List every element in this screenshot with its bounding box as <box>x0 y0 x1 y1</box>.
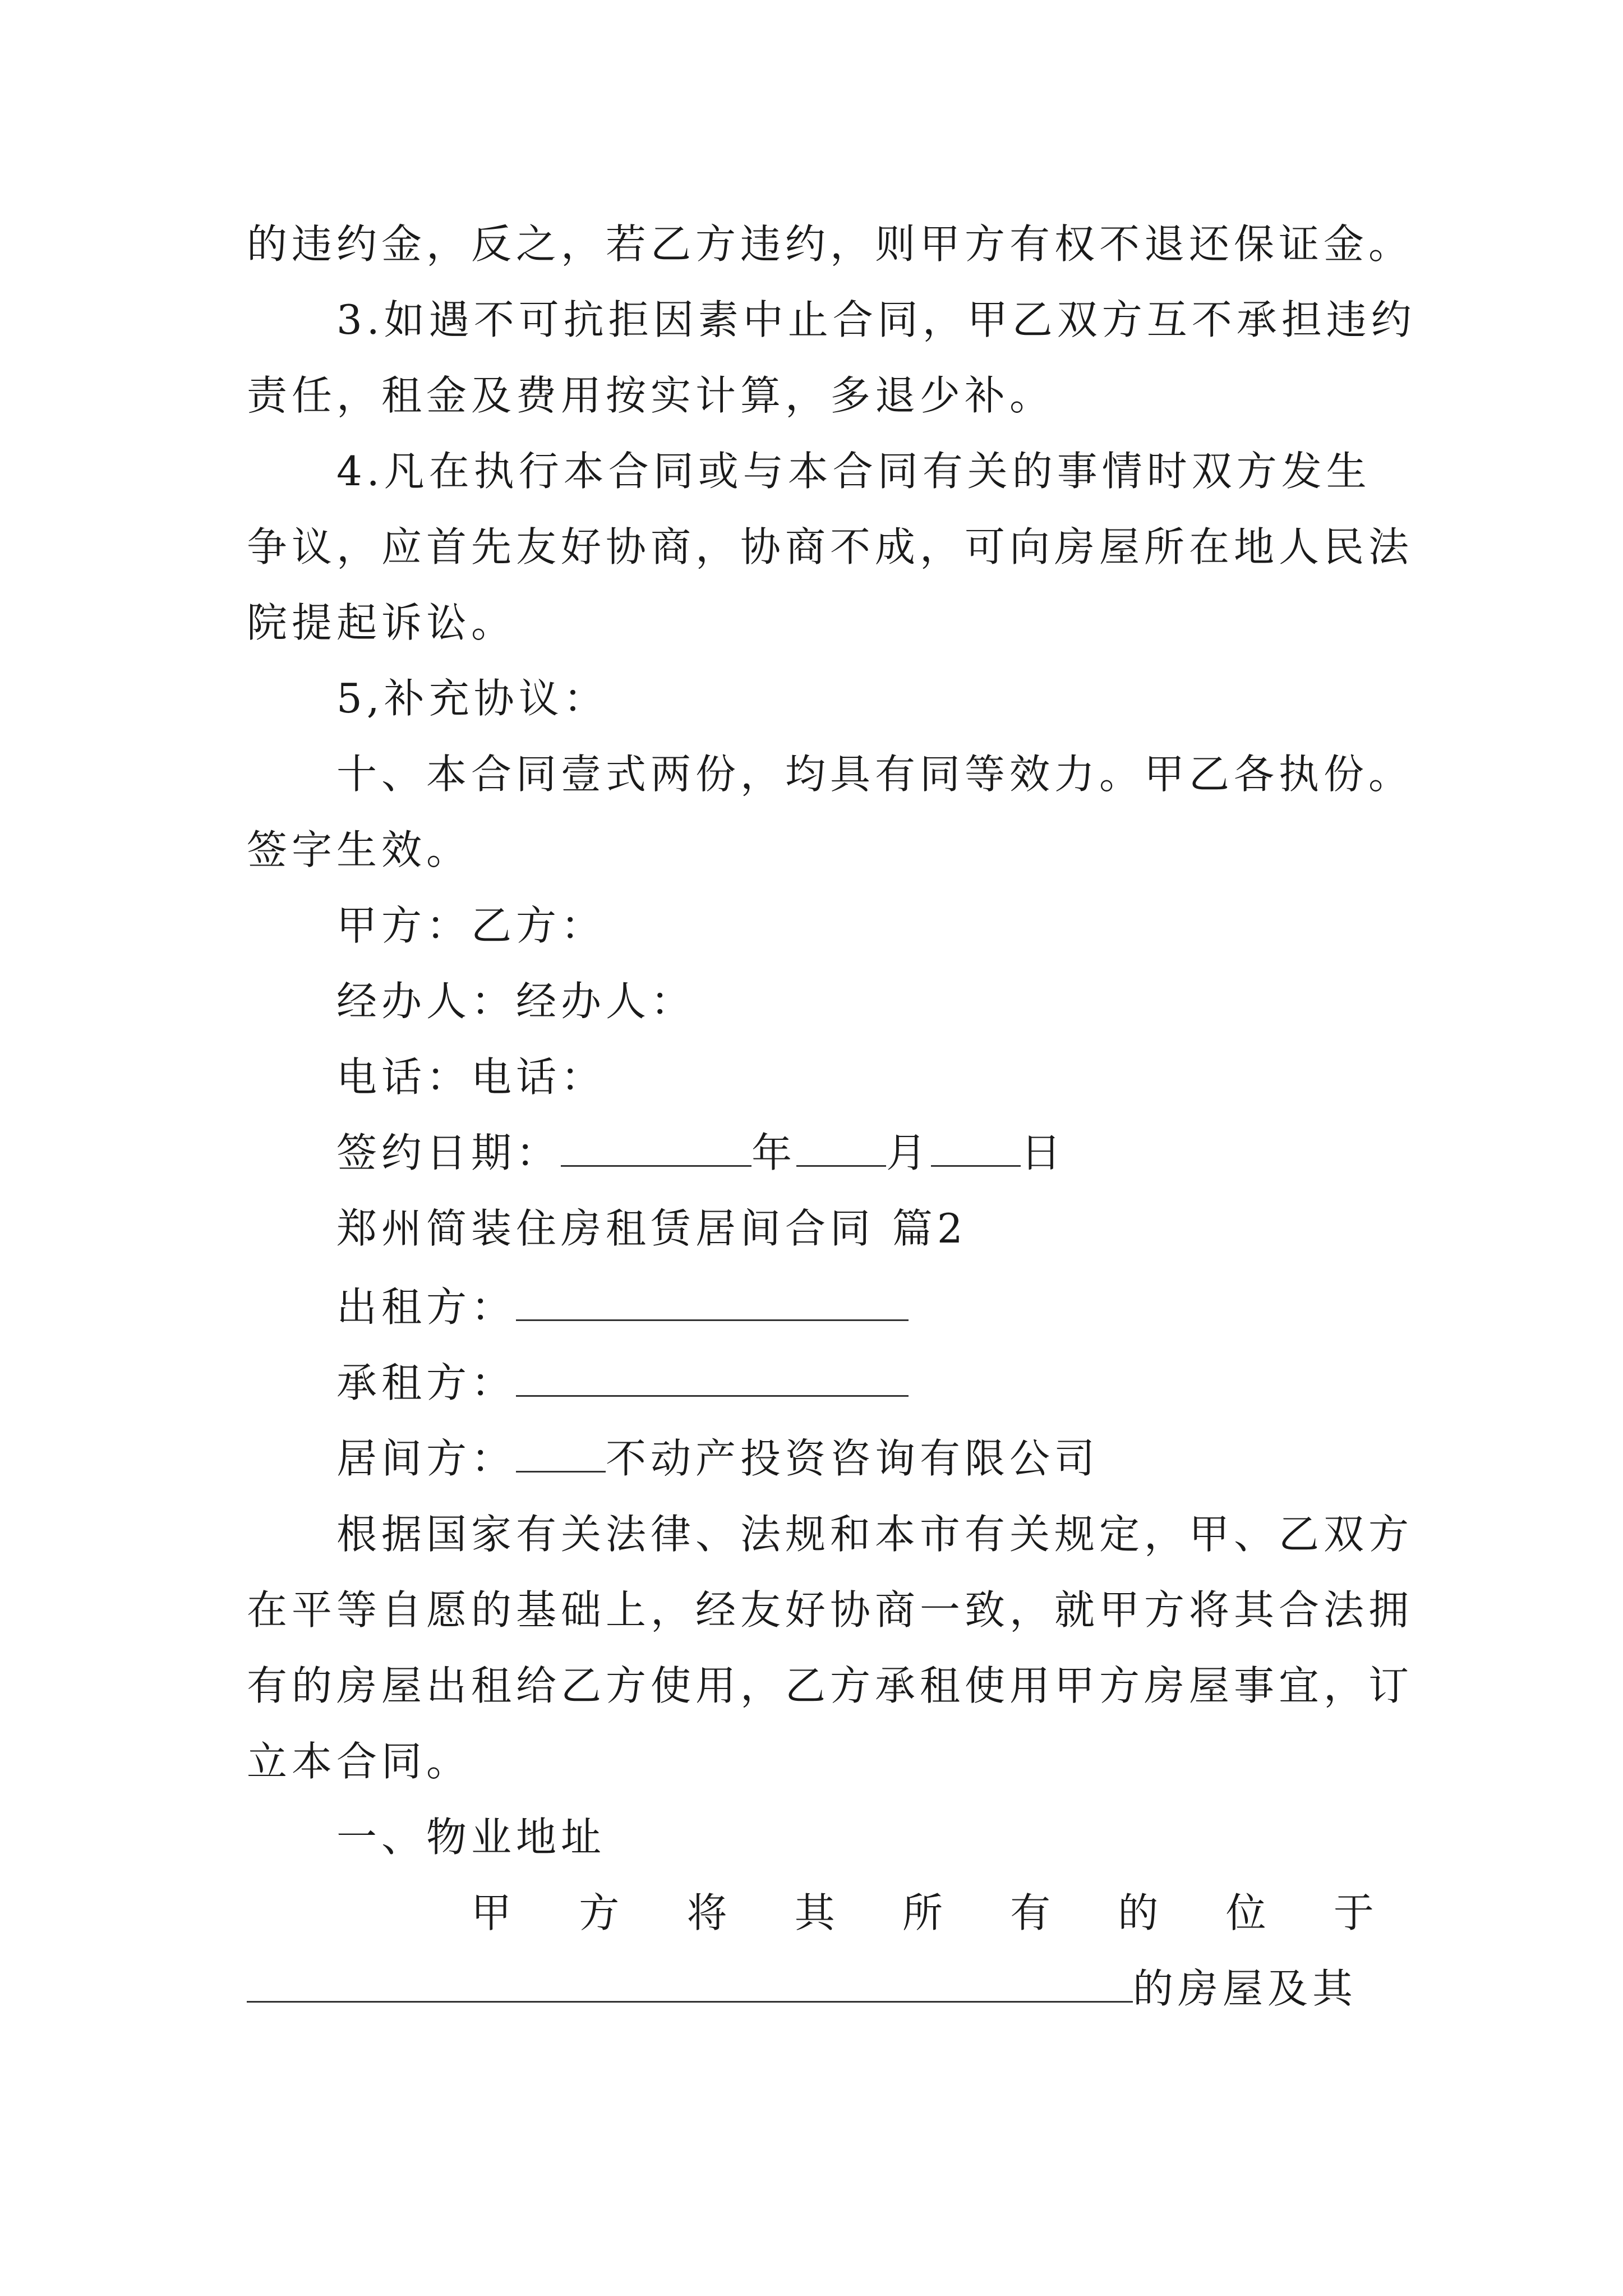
paragraph-line: 有的房屋出租给乙方使用，乙方承租使用甲方房屋事宜，订 <box>247 1662 1414 1709</box>
address-spread-line <box>247 1885 1374 1941</box>
signature-phone-line: 电话：电话： <box>336 1053 606 1101</box>
paragraph-line: 在平等自愿的基础上，经友好协商一致，就甲方将其合法拥 <box>247 1586 1414 1634</box>
address-char: 将 <box>686 1889 727 1936</box>
sign-date-year-label: 年 <box>751 1129 797 1176</box>
broker-blank <box>516 1433 606 1473</box>
address-char: 方 <box>579 1889 620 1936</box>
address-char: 位 <box>1225 1889 1266 1936</box>
lessor-blank <box>516 1281 909 1321</box>
sign-date-month-label: 月 <box>886 1129 932 1176</box>
address-blank <box>247 1963 1133 2003</box>
address-char: 其 <box>794 1889 835 1936</box>
sign-date-day-blank <box>931 1127 1021 1167</box>
paragraph-line: 4.凡在执行本合同或与本合同有关的事情时双方发生 <box>336 448 1371 495</box>
sign-date-day-label: 日 <box>1021 1129 1066 1176</box>
paragraph-line: 3.如遇不可抗拒因素中止合同，甲乙双方互不承担违约 <box>336 296 1416 343</box>
section-title: 郑州简装住房租赁居间合同 篇2 <box>336 1205 967 1252</box>
lessee-blank <box>516 1357 909 1397</box>
paragraph-line: 立本合同。 <box>247 1738 472 1785</box>
paragraph-line: 争议，应首先友好协商，协商不成，可向房屋所在地人民法 <box>247 523 1414 570</box>
address-char: 于 <box>1333 1889 1374 1936</box>
signature-agent-line: 经办人：经办人： <box>336 978 696 1025</box>
address-char: 有 <box>1010 1889 1051 1936</box>
lessee-label: 承租方： <box>336 1359 517 1406</box>
broker-label: 居间方： <box>336 1435 517 1482</box>
paragraph-line: 十、本合同壹式两份，均具有同等效力。甲乙各执份。 <box>336 751 1414 798</box>
lessor-line <box>336 1279 909 1335</box>
address-char: 所 <box>902 1889 943 1936</box>
paragraph-line: 院提起诉讼。 <box>247 599 517 646</box>
paragraph-line: 签字生效。 <box>247 826 472 873</box>
sign-date-label: 签约日期： <box>336 1129 561 1176</box>
sign-date-line <box>336 1125 1066 1181</box>
paragraph-line: 根据国家有关法律、法规和本市有关规定，甲、乙双方 <box>336 1511 1414 1558</box>
address-char: 甲 <box>471 1889 512 1936</box>
paragraph-line: 责任，租金及费用按实计算，多退少补。 <box>247 372 1055 419</box>
section-heading: 一、物业地址 <box>336 1814 606 1861</box>
broker-name: 不动产投资咨询有限公司 <box>606 1435 1100 1482</box>
lessor-label: 出租方： <box>336 1283 517 1331</box>
sign-date-year-blank <box>561 1127 751 1167</box>
paragraph-line: 5,补充协议： <box>336 675 608 722</box>
address-tail: 的房屋及其 <box>1133 1965 1358 2012</box>
address-char: 的 <box>1118 1889 1159 1936</box>
paragraph-line: 的违约金，反之，若乙方违约，则甲方有权不退还保证金。 <box>247 220 1414 268</box>
sign-date-month-blank <box>796 1127 886 1167</box>
broker-line <box>336 1430 1099 1487</box>
address-blank-line <box>247 1961 1357 2017</box>
signature-party-line: 甲方：乙方： <box>336 902 606 949</box>
lessee-line <box>336 1355 909 1411</box>
